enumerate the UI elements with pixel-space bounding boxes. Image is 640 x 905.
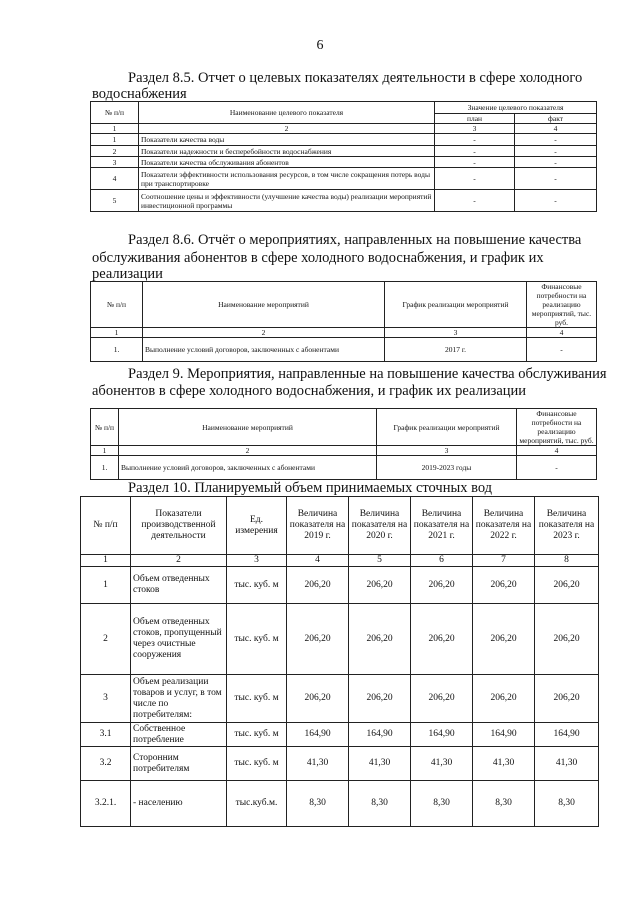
row-name: Объем реализации товаров и услуг, в том числе по потребителям: bbox=[131, 675, 227, 723]
row-unit: тыс.куб.м. bbox=[227, 781, 287, 827]
section-8-6-table bbox=[90, 281, 597, 362]
row-num: 3 bbox=[81, 675, 131, 723]
section-9-title-line1: Раздел 9. Мероприятия, направленные на повышение качества обслуживания bbox=[128, 366, 607, 382]
row-value-2023: 8,30 bbox=[535, 781, 599, 827]
row-value-2022: 41,30 bbox=[473, 747, 535, 781]
row-value-2019: 206,20 bbox=[287, 567, 349, 604]
row-name: Собственное потребление bbox=[131, 723, 227, 747]
row-value-2021: 206,20 bbox=[411, 567, 473, 604]
row-value-2020: 164,90 bbox=[349, 723, 411, 747]
row-unit: тыс. куб. м bbox=[227, 723, 287, 747]
index-cell: 2 bbox=[119, 446, 377, 456]
index-cell: 2 bbox=[131, 555, 227, 567]
header-name: Наименование мероприятий bbox=[119, 409, 377, 446]
row-schedule: 2017 г. bbox=[385, 338, 527, 362]
header-2021: Величина показателя на 2021 г. bbox=[411, 497, 473, 555]
row-num: 1. bbox=[91, 338, 143, 362]
row-unit: тыс. куб. м bbox=[227, 567, 287, 604]
row-finance: - bbox=[517, 456, 597, 480]
index-cell: 7 bbox=[473, 555, 535, 567]
row-num: 1 bbox=[91, 134, 139, 146]
row-num: 3.1 bbox=[81, 723, 131, 747]
row-plan: - bbox=[435, 157, 515, 168]
row-value-2019: 164,90 bbox=[287, 723, 349, 747]
row-name: Соотношение цены и эффективности (улучшение качества воды) реализации мероприятий инвестиционной программы bbox=[139, 190, 435, 212]
header-num: № п/п bbox=[91, 409, 119, 446]
header-num: № п/п bbox=[81, 497, 131, 555]
header-num: № п/п bbox=[91, 102, 139, 124]
section-8-5-title-line2: водоснабжения bbox=[92, 86, 187, 102]
row-plan: - bbox=[435, 134, 515, 146]
index-row bbox=[91, 328, 597, 338]
row-num: 3 bbox=[91, 157, 139, 168]
row-num: 5 bbox=[91, 190, 139, 212]
header-name: Наименование мероприятий bbox=[143, 282, 385, 328]
row-value-2021: 206,20 bbox=[411, 604, 473, 675]
table-row bbox=[91, 134, 597, 146]
index-cell: 6 bbox=[411, 555, 473, 567]
index-cell: 2 bbox=[143, 328, 385, 338]
index-cell: 1 bbox=[91, 328, 143, 338]
row-value-2021: 8,30 bbox=[411, 781, 473, 827]
index-cell: 4 bbox=[287, 555, 349, 567]
header-name: Показатели производственной деятельности bbox=[131, 497, 227, 555]
index-row bbox=[81, 555, 599, 567]
page-number: 6 bbox=[316, 38, 324, 53]
header-2019: Величина показателя на 2019 г. bbox=[287, 497, 349, 555]
row-value-2020: 206,20 bbox=[349, 567, 411, 604]
row-unit: тыс. куб. м bbox=[227, 604, 287, 675]
row-name: Показатели эффективности использования ресурсов, в том числе сокращения потерь воды при транспортировке bbox=[139, 168, 435, 190]
row-unit: тыс. куб. м bbox=[227, 675, 287, 723]
header-value: Значение целевого показателя bbox=[435, 102, 597, 114]
row-name: Показатели качества обслуживания абонентов bbox=[139, 157, 435, 168]
index-cell: 3 bbox=[227, 555, 287, 567]
index-cell: 2 bbox=[139, 124, 435, 134]
index-row bbox=[91, 124, 597, 134]
row-num: 2 bbox=[91, 146, 139, 157]
row-value-2023: 206,20 bbox=[535, 604, 599, 675]
index-cell: 4 bbox=[515, 124, 597, 134]
row-fact: - bbox=[515, 146, 597, 157]
section-8-6-title-line2: обслуживания абонентов в сфере холодного водоснабжения, и график их bbox=[92, 250, 544, 266]
row-value-2023: 206,20 bbox=[535, 567, 599, 604]
row-value-2020: 206,20 bbox=[349, 604, 411, 675]
row-name: Выполнение условий договоров, заключенных с абонентами bbox=[119, 456, 377, 480]
row-plan: - bbox=[435, 168, 515, 190]
row-value-2020: 8,30 bbox=[349, 781, 411, 827]
index-cell: 1 bbox=[91, 446, 119, 456]
index-row bbox=[91, 446, 597, 456]
section-8-6-title-line3: реализации bbox=[92, 266, 163, 282]
row-value-2022: 206,20 bbox=[473, 604, 535, 675]
table-row bbox=[91, 168, 597, 190]
index-cell: 3 bbox=[377, 446, 517, 456]
row-value-2019: 206,20 bbox=[287, 675, 349, 723]
row-plan: - bbox=[435, 190, 515, 212]
row-fact: - bbox=[515, 168, 597, 190]
row-fact: - bbox=[515, 157, 597, 168]
table-row bbox=[81, 781, 599, 827]
row-name: Показатели качества воды bbox=[139, 134, 435, 146]
table-row bbox=[81, 723, 599, 747]
header-name: Наименование целевого показателя bbox=[139, 102, 435, 124]
index-cell: 3 bbox=[435, 124, 515, 134]
row-value-2019: 41,30 bbox=[287, 747, 349, 781]
section-8-5-title-line1: Раздел 8.5. Отчет о целевых показателях деятельности в сфере холодного bbox=[128, 70, 583, 86]
row-num: 1 bbox=[81, 567, 131, 604]
header-finance: Финансовые потребности на реализацию мероприятий, тыс. руб. bbox=[527, 282, 597, 328]
row-schedule: 2019-2023 годы bbox=[377, 456, 517, 480]
table-row bbox=[81, 675, 599, 723]
row-value-2022: 206,20 bbox=[473, 675, 535, 723]
index-cell: 4 bbox=[517, 446, 597, 456]
index-cell: 5 bbox=[349, 555, 411, 567]
table-row bbox=[91, 157, 597, 168]
row-finance: - bbox=[527, 338, 597, 362]
row-name: Сторонним потребителям bbox=[131, 747, 227, 781]
index-cell: 1 bbox=[81, 555, 131, 567]
row-value-2019: 206,20 bbox=[287, 604, 349, 675]
section-9-table bbox=[90, 408, 597, 480]
row-num: 1. bbox=[91, 456, 119, 480]
row-name: - населению bbox=[131, 781, 227, 827]
row-fact: - bbox=[515, 134, 597, 146]
row-name: Выполнение условий договоров, заключенных с абонентами bbox=[143, 338, 385, 362]
header-unit: Ед. измерения bbox=[227, 497, 287, 555]
row-num: 2 bbox=[81, 604, 131, 675]
header-2023: Величина показателя на 2023 г. bbox=[535, 497, 599, 555]
row-value-2023: 206,20 bbox=[535, 675, 599, 723]
row-value-2022: 8,30 bbox=[473, 781, 535, 827]
row-num: 3.2.1. bbox=[81, 781, 131, 827]
index-cell: 4 bbox=[527, 328, 597, 338]
row-name: Показатели надежности и бесперебойности водоснабжения bbox=[139, 146, 435, 157]
row-value-2021: 206,20 bbox=[411, 675, 473, 723]
row-fact: - bbox=[515, 190, 597, 212]
row-value-2020: 41,30 bbox=[349, 747, 411, 781]
table-row bbox=[91, 146, 597, 157]
section-10-table bbox=[80, 496, 599, 827]
index-cell: 3 bbox=[385, 328, 527, 338]
header-2022: Величина показателя на 2022 г. bbox=[473, 497, 535, 555]
header-schedule: График реализации мероприятий bbox=[377, 409, 517, 446]
header-fact: факт bbox=[515, 114, 597, 124]
row-value-2021: 164,90 bbox=[411, 723, 473, 747]
row-num: 4 bbox=[91, 168, 139, 190]
section-8-6-title-line1: Раздел 8.6. Отчёт о мероприятиях, направленных на повышение качества bbox=[128, 232, 582, 248]
row-value-2023: 41,30 bbox=[535, 747, 599, 781]
section-9-title-line2: абонентов в сфере холодного водоснабжения, и график их реализации bbox=[92, 383, 527, 399]
row-value-2019: 8,30 bbox=[287, 781, 349, 827]
table-row bbox=[91, 338, 597, 362]
header-2020: Величина показателя на 2020 г. bbox=[349, 497, 411, 555]
table-row bbox=[81, 604, 599, 675]
row-value-2020: 206,20 bbox=[349, 675, 411, 723]
row-value-2021: 41,30 bbox=[411, 747, 473, 781]
row-name: Объем отведенных стоков bbox=[131, 567, 227, 604]
row-num: 3.2 bbox=[81, 747, 131, 781]
table-row bbox=[81, 747, 599, 781]
header-num: № п/п bbox=[91, 282, 143, 328]
row-value-2022: 206,20 bbox=[473, 567, 535, 604]
header-schedule: График реализации мероприятий bbox=[385, 282, 527, 328]
section-10-title: Раздел 10. Планируемый объем принимаемых сточных вод bbox=[128, 480, 493, 496]
section-8-5-table bbox=[90, 101, 597, 212]
index-cell: 8 bbox=[535, 555, 599, 567]
table-row bbox=[91, 190, 597, 212]
row-value-2023: 164,90 bbox=[535, 723, 599, 747]
row-unit: тыс. куб. м bbox=[227, 747, 287, 781]
row-plan: - bbox=[435, 146, 515, 157]
header-finance: Финансовые потребности на реализацию мероприятий, тыс. руб. bbox=[517, 409, 597, 446]
index-cell: 1 bbox=[91, 124, 139, 134]
table-row bbox=[81, 567, 599, 604]
table-row bbox=[91, 456, 597, 480]
header-plan: план bbox=[435, 114, 515, 124]
row-value-2022: 164,90 bbox=[473, 723, 535, 747]
row-name: Объем отведенных стоков, пропущенный через очистные сооружения bbox=[131, 604, 227, 675]
